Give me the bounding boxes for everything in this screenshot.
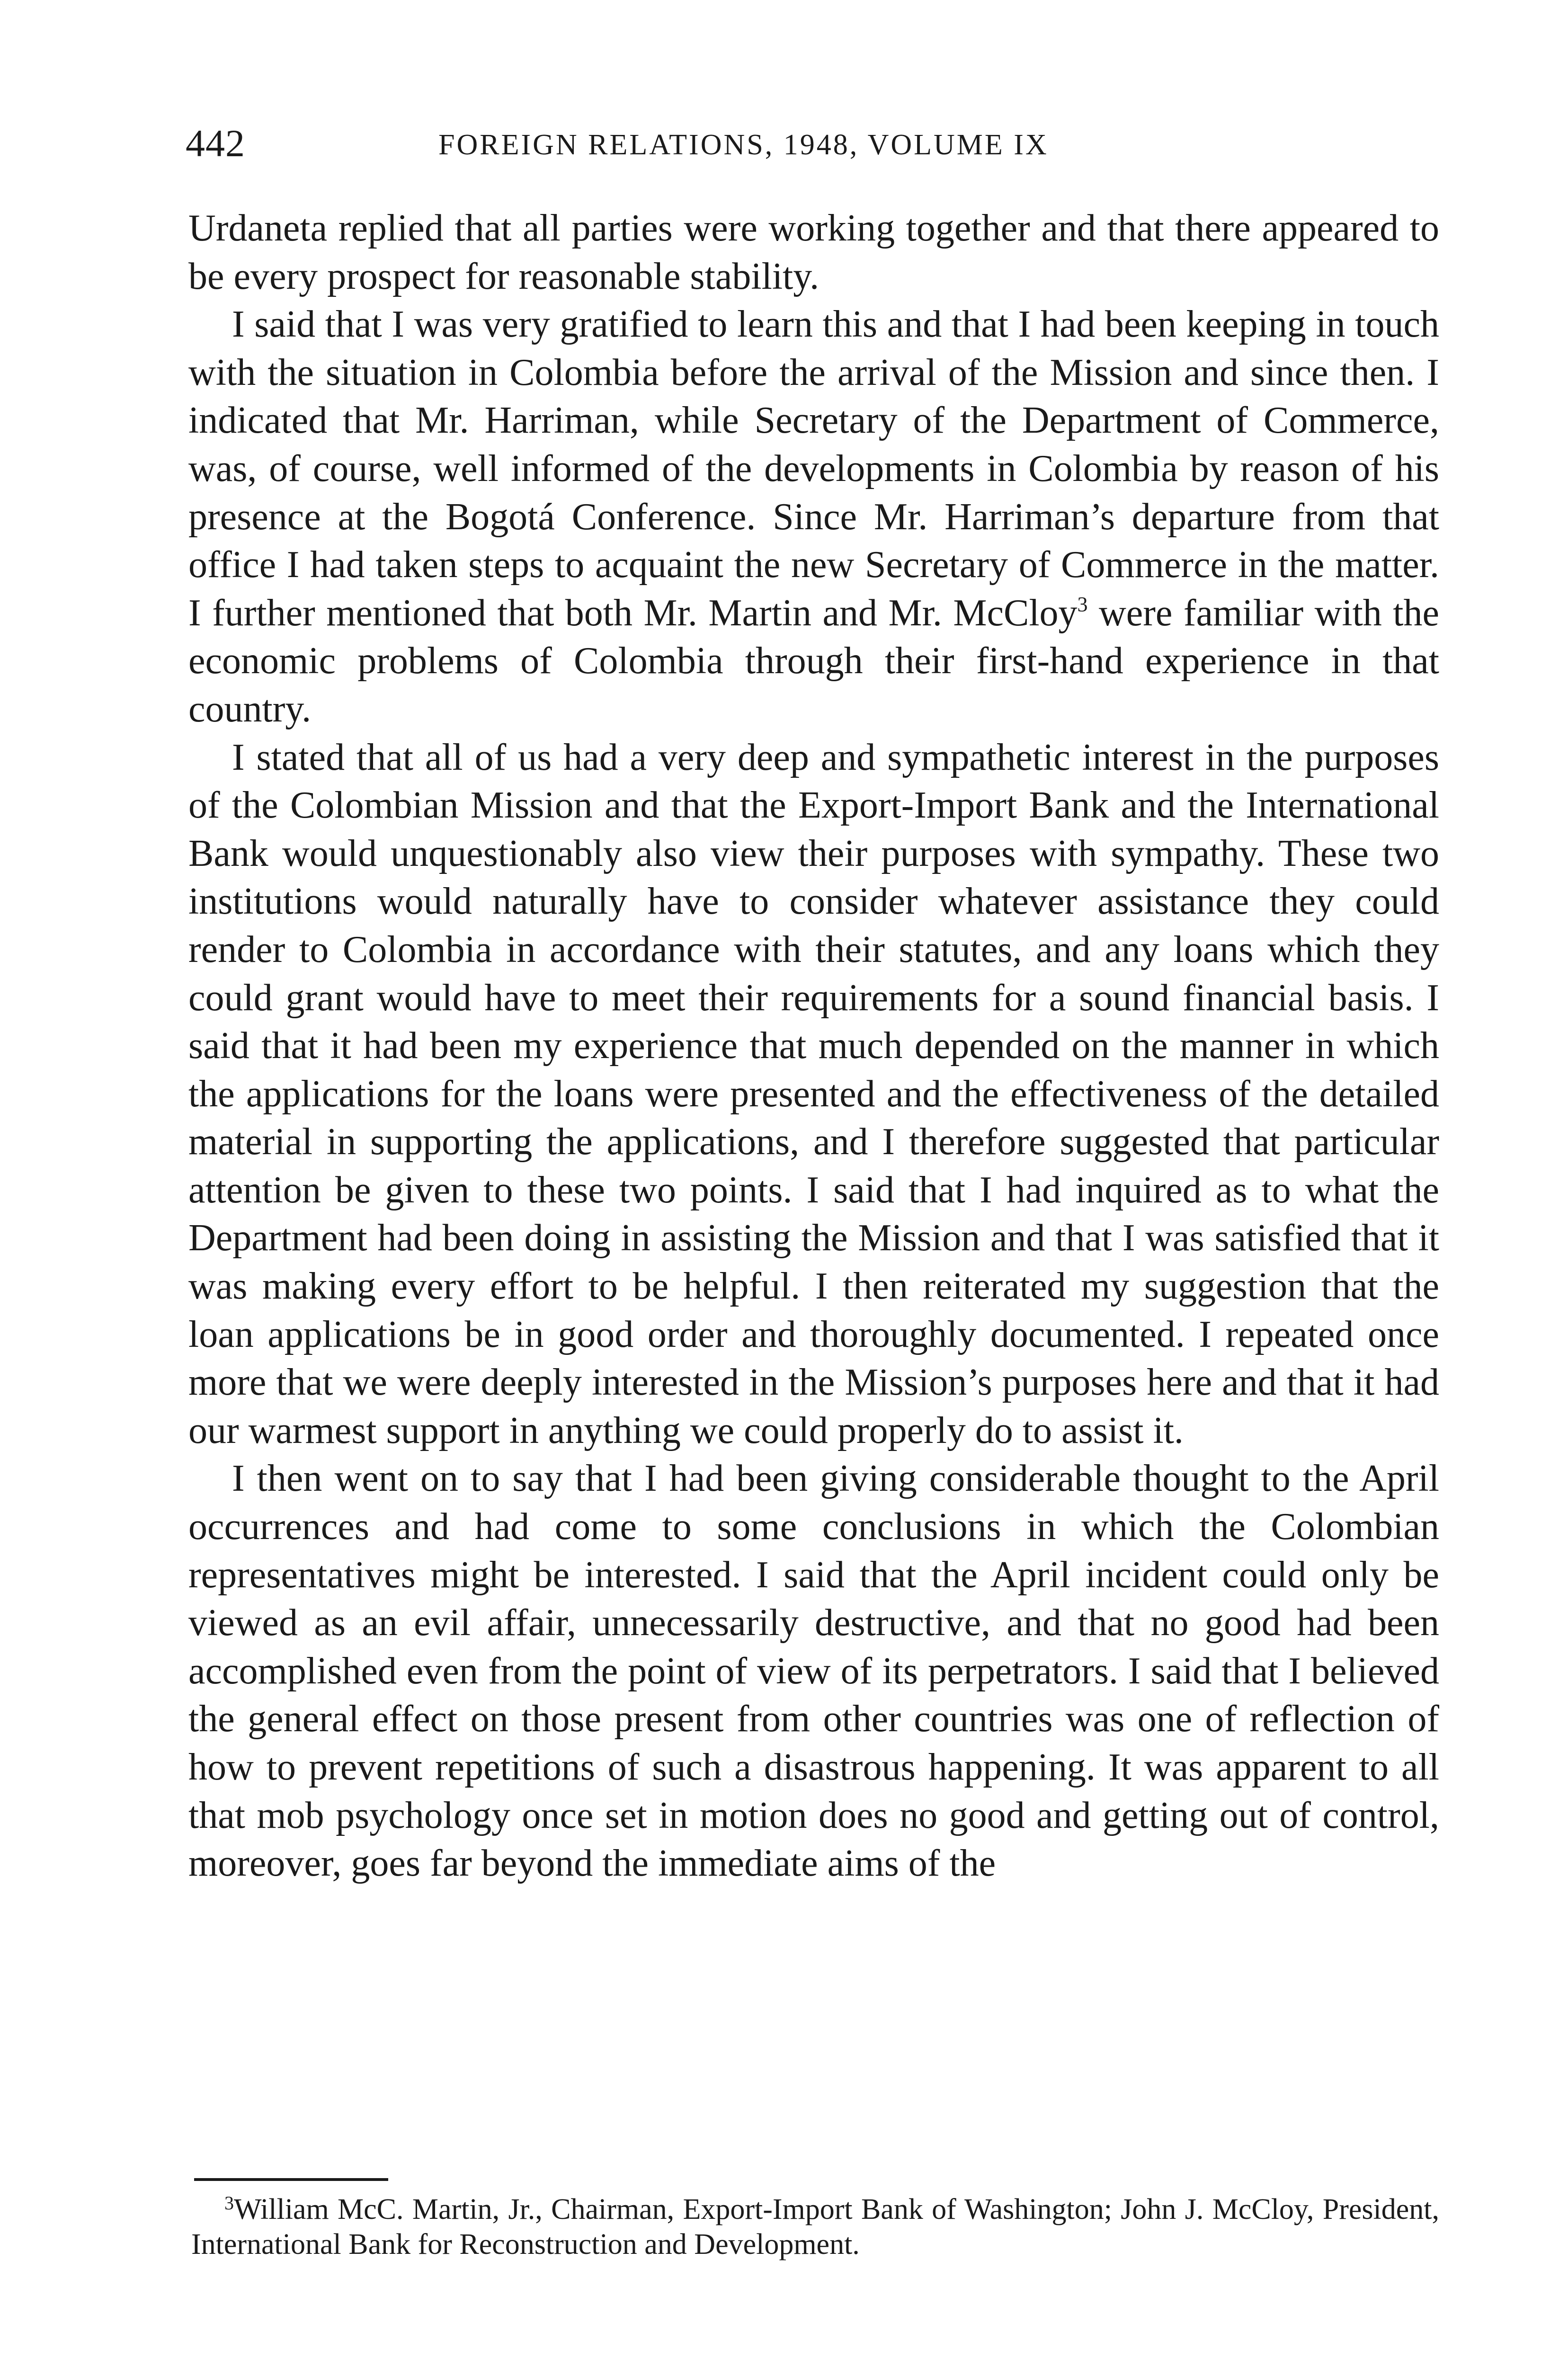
footnote bbox=[191, 2192, 1439, 2262]
paragraph-1: Urdaneta replied that all parties were working together and that there appeared to be every prospect for reasonable stability. bbox=[188, 207, 1439, 297]
page-number: 442 bbox=[186, 122, 245, 165]
paragraph-2 bbox=[188, 301, 1439, 733]
page-header bbox=[186, 122, 1440, 165]
running-head: FOREIGN RELATIONS, 1948, VOLUME IX bbox=[438, 129, 1049, 161]
paragraph-2-text-continued: were familiar with the economic problems of Colombia through their first-hand experience in that country. bbox=[188, 592, 1439, 730]
footnote-reference: 3 bbox=[1077, 592, 1088, 616]
footnote-text: William McC. Martin, Jr., Chairman, Export-Import Bank of Washington; John J. McCloy, President, International Bank for Reconstruction and Development. bbox=[191, 2193, 1439, 2260]
paragraph-2-text: I said that I was very gratified to learn this and that I had been keeping in touch with the situation in Colombia before the arrival of the Mission and since then. I indicated that Mr. Harriman, while Secretary of the Department of Commerce, was, of course, well informed of the developments in Colombia by reason of his presence at the Bogotá Conference. Since Mr. Harriman’s departure from that office I had taken steps to acquaint the new Secretary of Commerce in the matter. I further mentioned that both Mr. Martin and Mr. McCloy bbox=[188, 303, 1439, 634]
paragraph-4: I then went on to say that I had been giving considerable thought to the April occurrences and had come to some conclusions in which the Colombian representatives might be interested. I said that the April incident could only be viewed as an evil affair, unnecessarily destructive, and that no good had been accomplished even from the point of view of its perpetrators. I said that I believed the general effect on those present from other countries was one of reflection of how to prevent repetitions of such a disastrous happening. It was apparent to all that mob psychology once set in motion does no good and getting out of control, moreover, goes far beyond the immediate aims of the bbox=[188, 1458, 1439, 1885]
footnote-mark: 3 bbox=[224, 2192, 234, 2214]
body-text bbox=[188, 205, 1439, 1888]
paragraph-3: I stated that all of us had a very deep and sympathetic interest in the purposes of the Colombian Mission and that the Export-Import Bank and the International Bank would unquestionably also view their purposes with sympathy. These two institutions would naturally have to consider whatever assistance they could render to Colombia in accordance with their statutes, and any loans which they could grant would have to meet their requirements for a sound financial basis. I said that it had been my experience that much depended on the manner in which the applications for the loans were presented and the effectiveness of the detailed material in supporting the applications, and I therefore suggested that particular attention be given to these two points. I said that I had inquired as to what the Department had been doing in assisting the Mission and that I was satisfied that it was making every effort to be helpful. I then reiterated my suggestion that the loan applications be in good order and thoroughly documented. I repeated once more that we were deeply interested in the Mission’s purposes here and that it had our warmest support in anything we could properly do to assist it. bbox=[188, 736, 1439, 1451]
footnote-divider bbox=[194, 2178, 388, 2181]
